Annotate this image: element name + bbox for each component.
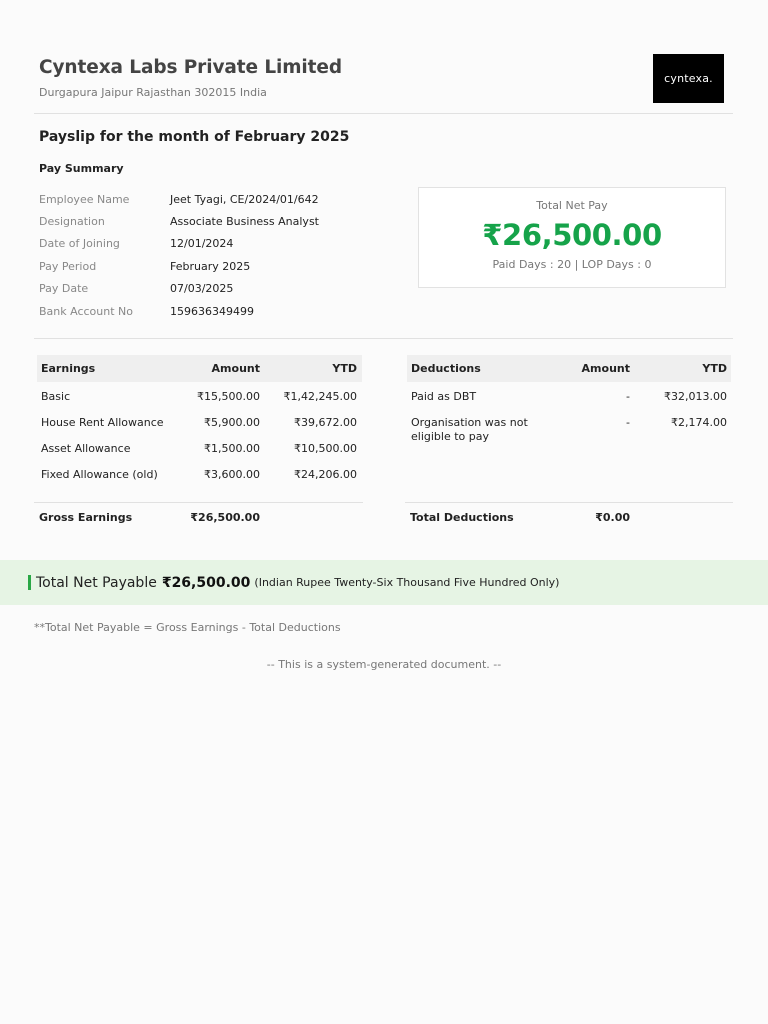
- detail-value: 12/01/2024: [170, 237, 234, 251]
- detail-row-designation: [39, 210, 319, 232]
- pay-summary-title: Pay Summary: [39, 162, 124, 175]
- company-address: Durgapura Jaipur Rajasthan 302015 India: [39, 86, 267, 99]
- deduction-ytd: ₹32,013.00: [664, 390, 727, 403]
- company-logo: [653, 54, 724, 103]
- detail-label: Designation: [39, 215, 105, 229]
- total-deductions-label: Total Deductions: [410, 511, 514, 524]
- pay-summary-details: [39, 188, 319, 322]
- payslip-title: Payslip for the month of February 2025: [39, 129, 350, 145]
- detail-value: February 2025: [170, 259, 251, 273]
- earning-ytd: ₹24,206.00: [294, 468, 357, 481]
- earning-ytd: ₹10,500.00: [294, 442, 357, 455]
- system-generated-note: -- This is a system-generated document. --: [266, 658, 502, 671]
- deduction-ytd: ₹2,174.00: [671, 416, 727, 429]
- table-row: [37, 382, 362, 408]
- detail-label: Bank Account No: [39, 304, 133, 318]
- footnote: **Total Net Payable = Gross Earnings - Total Deductions: [34, 621, 341, 634]
- earnings-total-divider: [34, 502, 363, 503]
- company-header: [39, 57, 733, 99]
- detail-label: Date of Joining: [39, 237, 120, 251]
- earnings-col-name: Earnings: [41, 362, 96, 375]
- deduction-amount: -: [626, 416, 630, 429]
- summary-divider: [34, 338, 733, 339]
- earning-amount: ₹1,500.00: [204, 442, 260, 455]
- table-row: [37, 434, 362, 460]
- earnings-col-ytd: YTD: [332, 362, 357, 375]
- net-pay-card: [418, 187, 726, 288]
- paid-days-text: Paid Days : 20 | LOP Days : 0: [492, 258, 652, 271]
- deductions-header: [407, 355, 731, 382]
- earning-name: Asset Allowance: [41, 442, 131, 455]
- earning-amount: ₹3,600.00: [204, 468, 260, 481]
- net-pay-label: Total Net Pay: [536, 199, 608, 212]
- detail-value: Jeet Tyagi, CE/2024/01/642: [170, 192, 319, 206]
- gross-earnings-amount: ₹26,500.00: [190, 511, 260, 524]
- table-row: [37, 460, 362, 486]
- earnings-table: [37, 355, 362, 486]
- table-row: [407, 408, 731, 448]
- deductions-col-name: Deductions: [411, 362, 481, 375]
- detail-row-pay-period: [39, 255, 319, 277]
- deductions-col-ytd: YTD: [702, 362, 727, 375]
- net-payable-banner: [0, 560, 768, 605]
- detail-row-bank-account: [39, 300, 319, 322]
- net-payable-amount: ₹26,500.00: [161, 574, 251, 591]
- net-payable-words: (Indian Rupee Twenty-Six Thousand Five Hundred Only): [254, 576, 560, 589]
- company-name: Cyntexa Labs Private Limited: [39, 57, 343, 78]
- deduction-amount: -: [626, 390, 630, 403]
- gross-earnings-row: [35, 511, 264, 524]
- deductions-table: [407, 355, 731, 448]
- detail-value: 07/03/2025: [170, 282, 234, 296]
- table-row: [37, 408, 362, 434]
- net-payable-label: Total Net Payable: [36, 574, 157, 591]
- deduction-name: Paid as DBT: [411, 390, 477, 403]
- earning-name: Fixed Allowance (old): [41, 468, 158, 481]
- deduction-name: Organisation was not eligible to pay: [411, 416, 528, 443]
- accent-bar: [28, 575, 31, 590]
- earning-ytd: ₹1,42,245.00: [283, 390, 357, 403]
- detail-label: Employee Name: [39, 192, 130, 206]
- detail-row-employee-name: [39, 188, 319, 210]
- table-row: [407, 382, 731, 408]
- total-deductions-row: [406, 511, 634, 524]
- detail-row-pay-date: [39, 278, 319, 300]
- net-pay-amount: ₹26,500.00: [482, 218, 662, 252]
- earning-amount: ₹5,900.00: [204, 416, 260, 429]
- total-deductions-amount: ₹0.00: [595, 511, 630, 524]
- deductions-col-amount: Amount: [581, 362, 630, 375]
- detail-label: Pay Period: [39, 259, 97, 273]
- detail-label: Pay Date: [39, 282, 89, 296]
- earning-amount: ₹15,500.00: [197, 390, 260, 403]
- earning-name: House Rent Allowance: [41, 416, 164, 429]
- earnings-header: [37, 355, 362, 382]
- earning-name: Basic: [41, 390, 71, 403]
- detail-value: Associate Business Analyst: [170, 215, 319, 229]
- gross-earnings-label: Gross Earnings: [39, 511, 133, 524]
- earning-ytd: ₹39,672.00: [294, 416, 357, 429]
- detail-value: 159636349499: [170, 304, 254, 318]
- detail-row-date-of-joining: [39, 233, 319, 255]
- logo-text: cyntexa.: [664, 72, 713, 85]
- deductions-total-divider: [405, 502, 733, 503]
- earnings-col-amount: Amount: [211, 362, 260, 375]
- header-divider: [34, 113, 733, 114]
